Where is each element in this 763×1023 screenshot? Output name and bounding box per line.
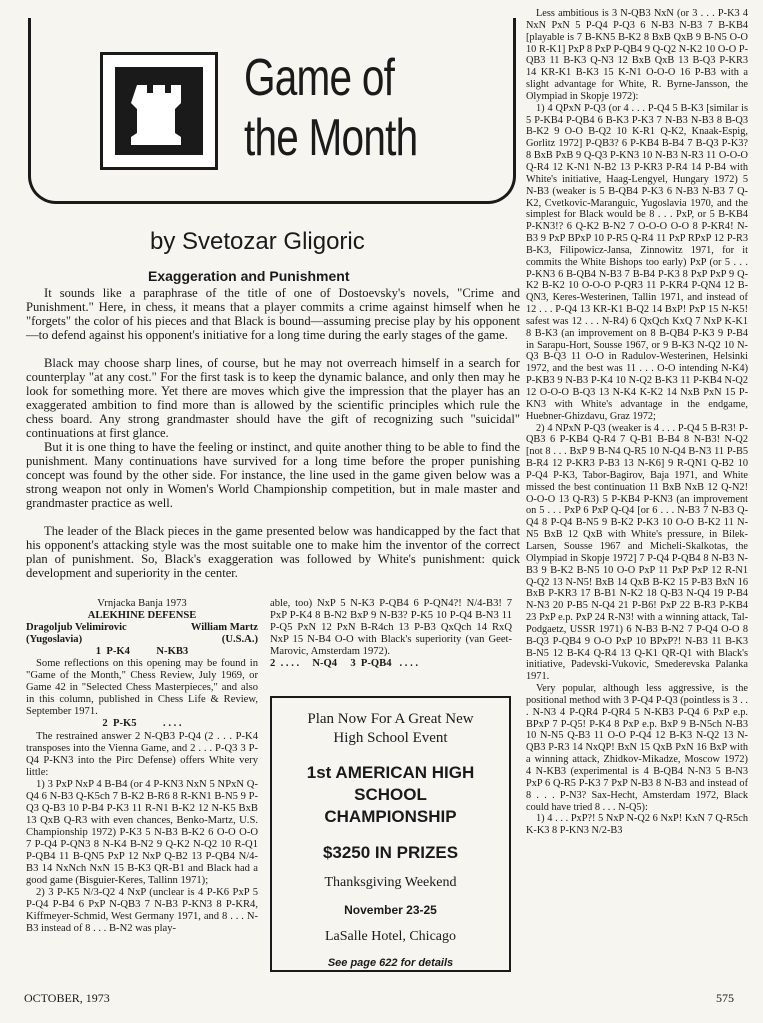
mid-paragraph-1: able, too) NxP 5 N-K3 P-QB4 6 P-QN4?! N/4-B3! 7 PxP P-K4 8 B-N2 BxP 9 N-B3? P-K5 10 P-Q4 B-N3 11 P-Q5 PxN 12 PxN B-R4ch 13 P-B3 QxQch 14 RxQ NxP 15 N-B4 O-O with Black's superiority (van Geet-Marovic, Amsterdam 1972). — [270, 598, 512, 658]
title-line-1: Game of — [244, 49, 395, 107]
move-2: 2 P-K5 . . . . — [102, 718, 182, 730]
left-paragraph-2: The restrained answer 2 N-QB3 P-Q4 (2 . . . P-K4 transposes into the Vienna Game, and 2 . . . P-Q3 3 P-Q4 P-KN3 into the Pirc Defense) offers White very little: — [26, 730, 258, 778]
championship-ad — [270, 696, 511, 972]
intro-paragraph-3: But it is one thing to have the feeling or instinct, and quite another thing to be able to find the punishment. Many continuations have survived for a long time before the proper punishing concept was found by the other side. For instance, the line used in the game given below was a strong weapon not only in Women's World Championship competition, but in male master and grandmaster practice as well. — [26, 440, 520, 511]
intro-paragraph-1: It sounds like a paraphrase of the title of one of Dostoevsky's novels, "Crime and Punishment." Here, in chess, it means that a player commits a crime against himself when he "forgets" the color of his pieces and that Black is bound—assuming precise play by his opponent—to defend against his opponent's initiative for a long time during the early stages of the game. — [26, 286, 520, 343]
ad-venue: LaSalle Hotel, Chicago — [324, 929, 457, 944]
game-column-right — [526, 8, 748, 986]
right-paragraph-5: 1) 4 . . . PxP?! 5 NxP N-Q2 6 NxP! KxN 7 Q-R5ch K-K3 8 P-KN3 N/2-B3 — [526, 813, 748, 837]
ad-prizes: $3250 IN PRIZES — [322, 843, 459, 862]
left-paragraph-1: Some reflections on this opening may be found in "Game of the Month," Chess Review, July 1969, or Game 42 in "Selected Chess Masterpieces," and also in this column, published in Chess Life & Review, September 1971. — [26, 658, 258, 718]
byline: by Svetozar Gligoric — [150, 228, 365, 255]
right-paragraph-4: Very popular, although less aggressive, is the positional method with 3 P-Q4 P-Q3 (pointless is 3 . . . N-N3 4 P-QR4 P-QR4 5 N-KB3 P-Q4 6 PxP e.p. BPxP 7 P-Q5! P-K4 8 PxP e.p. BxP 9 B-N5ch N-B3 10 N-N5 Q-B3 11 O-O P-Q4 12 B-K3 N-Q2 13 N-QB3 P-R3 14 NxQP! BxN 15 QxB PxN 16 BxP with a winning attack, Zhidkov-Mikadze, Moscow 1972) 4 N-KB3 (experimental is 4 B-QB4 N-N3 5 B-N3 PxP 6 Q-R5 P-K3 7 PxP N-B3 8 N-B3 and instead of 8 . . . P-N3? Sax-Hecht, Amsterdam 1972, Black could have tried 8 . . . N-Q5): — [526, 683, 748, 813]
left-paragraph-4: 2) 3 P-K5 N/3-Q2 4 NxP (unclear is 4 P-K6 PxP 5 P-Q4 P-B4 6 PxP N-QB3 7 N-B3 P-KN3 8 P-KR4, Kiffmeyer-Schmid, West Germany 1971, and 8 . . . N-B3 instead of 8 . . . B-N2 was play- — [26, 887, 258, 935]
game-column-left — [26, 598, 258, 935]
move-3: 2 . . . . N-Q4 3 P-QB4 . . . . — [270, 658, 419, 670]
black-player: William Martz — [190, 622, 258, 634]
players-row — [26, 622, 258, 634]
white-player: Dragoljub Velimirovic — [26, 622, 127, 634]
right-paragraph-3: 2) 4 NPxN P-Q3 (weaker is 4 . . . P-Q4 5 B-R3! P-QB3 6 P-KB4 Q-R4 7 Q-B1 B-B4 8 N-B3! N-Q2 [not 8 . . . BxP 9 B-N4 Q-R5 10 N-Q4 B-N3 11 P-B5 B-R4 12 P-KR3 P-B3 13 N-K6] 9 R-QN1 Q-B2 10 P-Q4 P-K3, Tabor-Bagirov, Baja 1971, and White missed the best continuation 11 BxB NxB 12 Q-N2! O-O-O 13 Q-R3) 5 P-KB4 P-KN3 (an improvement on 5 . . . PxP 6 PxP Q-Q4 [or 6 . . . N-B3 7 N-B3 Q-Q4 8 P-Q4 B-N5 9 B-K2 P-K3 10 O-O B-K2 11 N-N5 BxB 12 QxB with White's pressure, in Bilek-Larsen, Sousse 1967 and Micheli-Skalkotas, the Olympiad in Skopje 1972] 7 P-Q4 P-QB4 8 N-B3 N-B3 9 B-K2 B-N5 10 O-O PxP 11 PxP PxP 12 R-N1 Q-Q2 13 N-N5! BxB 14 QxB B-K2 15 P-B3 BxN 16 BxB P-KR3 17 B-B1 N-K2 18 Q-B3 N-Q4 19 P-B4 N-N3 20 P-B5 N-Q4 21 P-B6! PxP 22 B-R3 P-KB4 23 PxP e.p. PxP 24 R-N3! with a winning attack, Tal-Podgaetz, USSR 1971) 6 N-B3 B-N2 7 P-Q4 O-O 8 B-Q3 P-QB4 9 O-O PxP 10 BPxP?! N-B3 11 B-K3 B-N5 12 B-K4 Q-R4 13 Q-K1 QR-Q1 with Black's initiative, Padevski-Vukovic, Smederevska Palanka 1971. — [526, 422, 748, 683]
intro-paragraph-4: The leader of the Black pieces in the game presented below was handicapped by the fact that his opponent's attacking style was the most suitable one to make him the inventor of the correct plan of punishment. So, Black's exaggeration was followed by White's punishment: quick development and superiority in the center. — [26, 524, 520, 581]
rook-logo — [100, 52, 218, 170]
rook-icon — [103, 55, 215, 167]
right-paragraph-2: 1) 4 QPxN P-Q3 (or 4 . . . P-Q4 5 B-K3 [similar is 5 P-KB4 P-QB4 6 B-K3 P-K3 7 N-B3 N-B3 8 B-Q3 B-K2 9 O-O B-Q2 10 K-R1 Q-K2, Knaak-Espig, Gorlitz 1972] P-QB3? 6 P-KB4 B-B4 7 B-Q3 P-K3? 8 BxB PxB 9 Q-Q3 P-KN3 10 N-B3 N-R3 11 O-O-O Q-R4 12 K-N1 N-B2 13 P-KR3 P-R4 14 P-B4 with White's initiative, Haag-Lengyel, Hungary 1972) 5 N-B3 (weaker is 5 B-QB4 P-K3 6 N-B3 N-B3 7 Q-K2, Cvetkovic-Maranguic, Yugoslavia 1970, and the simplest for Black would be 8 . . . PxP, or 5 B-KB4 P-KN3!? 6 Q-K2 B-N2 7 O-O-O O-O 8 P-KR4! N-B3 9 PxP BPxP 10 P-R5 Q-R4 11 PxP RPxP 12 P-R3 B-K3, Filipowicz-Jansa, Zinnowitz 1971, for it commits the White Bishops too early) PxP (or 5 . . . P-KN3 6 B-QB4 N-B3 7 B-B4 P-K3 8 PxP PxP 9 Q-K2 B-K2 10 O-O-O P-QR3 11 P-KR4 P-QN4 12 B-QN3, Keres-Westerinen, Tallin 1971, and instead of 12 . . . P-Q4 13 KR-K1 B-Q2 14 BxP! PxP 15 N-K5! safest was 12 . . . N-R4) 6 QxQch KxQ 7 NxP K-K1 8 B-K3 (an improvement on 8 B-QB4 P-K3 9 P-B4 in Sarapu-Hort, Sousse 1967, or 9 B-K3 N-Q2 10 N-Q3 B-Q3 11 O-O in Radulov-Westerinen, Helsinki 1972, and the best was 11 . . . O-O intending N-K4) P-KB3 9 N-B3 P-K4 10 N-Q2 B-K3 11 P-KB4 N-Q2 12 O-O-O B-Q3 13 N-K4 K-K2 14 NxB PxN 15 P-KN3 with White's advantage in the endgame, Huebner-Ghizdavu, Graz 1972; — [526, 102, 748, 422]
game-opening: ALEKHINE DEFENSE — [87, 610, 197, 622]
ad-weekend: Thanksgiving Weekend — [324, 875, 457, 890]
left-paragraph-3: 1) 3 PxP NxP 4 B-B4 (or 4 P-KN3 NxN 5 NPxN Q-Q4 6 N-B3 Q-K5ch 7 B-K2 B-R6 8 R-KN1 B-N5 9 P-Q3 Q-B3 10 P-B4 P-K3 11 R-N1 B-K2 12 N-K5 BxB 13 QxB Q-R3 with even chances, Benko-Martz, U.S. Championship 1972) P-K3 5 N-B3 B-K2 6 O-O O-O 7 P-Q4 P-QN3 8 N-K4 B-N2 9 Q-K2 N-Q2 10 R-Q1 P-QB4 11 B-QN5 PxP 12 NxP Q-B2 13 P-QB4 N/4-B3 14 NxNch NxN 15 B-K3 QR-B1 and Black had a good game (Bisguier-Keres, Tallinn 1971); — [26, 778, 258, 887]
ad-headline: Plan Now For A Great New High School Event — [307, 711, 474, 746]
move-1: 1 P-K4 N-KB3 — [95, 646, 189, 658]
ad-dates: November 23-25 — [344, 903, 437, 917]
page-number: 575 — [716, 991, 734, 1005]
countries-row — [26, 634, 258, 646]
white-country: (Yugoslavia) — [26, 634, 83, 646]
section-heading: Exaggeration and Punishment — [148, 268, 350, 284]
title-line-2: the Month — [244, 109, 418, 167]
intro-paragraph-2: Black may choose sharp lines, of course, but he may not overreach himself in a search for counterplay "at any cost." For the first task is to keep the dynamic balance, and only then may he look for something more. Yet there are moves which give the impression that the player has an exaggerated ambition to find more than is allowed by the scientific principles which rule the chess board. Any strong grandmaster should have the gift of recognizing such "suicidal" continuations at first glance. — [26, 356, 520, 441]
ad-event-name: 1st AMERICAN HIGH SCHOOL CHAMPIONSHIP — [306, 763, 475, 826]
issue-date: OCTOBER, 1973 — [24, 991, 110, 1005]
black-country: (U.S.A.) — [221, 634, 258, 646]
game-event: Vrnjacka Banja 1973 — [97, 598, 187, 609]
page-title — [244, 48, 447, 168]
right-paragraph-1: Less ambitious is 3 N-QB3 NxN (or 3 . . . P-K3 4 NxN PxN 5 P-Q4 P-Q3 6 N-B3 N-B3 7 B-KB4 [playable is 7 B-KN5 B-K2 8 BxB QxB 9 B-N5 O-O 10 R-K1] PxP 8 PxP P-QB4 9 Q-Q2 N-K2 10 O-O P-QB3 11 B-K3 Q-N3 12 BxB QxB 13 B-Q3 P-KR3 14 KR-K1 B-K3 15 K-N1 O-O-O 16 P-B3 with a slight advantage for White, R. Byrne-Jansson, the Olympiad in Skopje 1972): — [526, 8, 748, 102]
ad-details-link: See page 622 for details — [327, 957, 454, 969]
game-column-middle — [270, 598, 512, 670]
